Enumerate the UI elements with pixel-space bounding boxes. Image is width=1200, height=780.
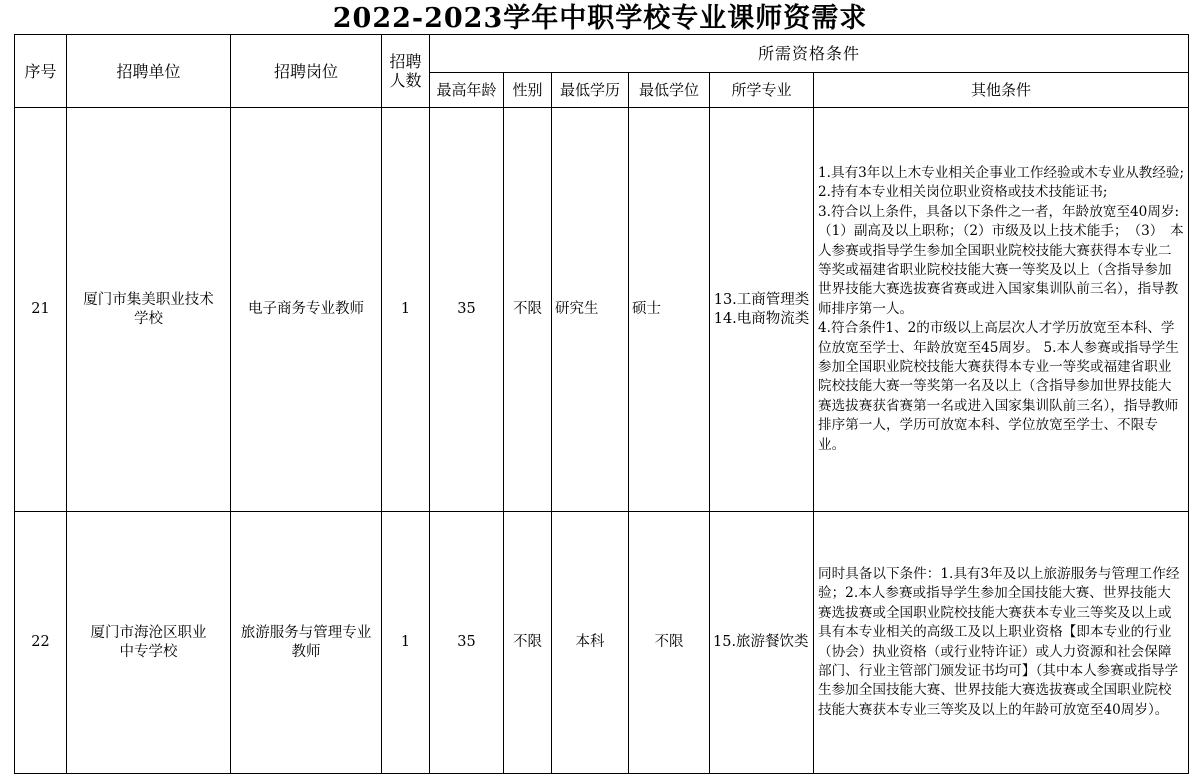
- recruitment-table: [14, 34, 1189, 774]
- header-unit: 招聘单位: [67, 35, 231, 108]
- condition-line: 1.具有3年以上木专业相关企事业工作经验或木专业从教经验;: [818, 164, 1185, 181]
- row-min-degree: 不限: [629, 512, 710, 774]
- row-gender: 不限: [504, 512, 552, 774]
- row-major: [710, 108, 814, 512]
- major-line: 15.旅游餐饮类: [713, 634, 809, 650]
- header-count-line1: 招聘: [389, 52, 422, 71]
- condition-line: 同时具备以下条件：1.具有3年及以上旅游服务与管理工作经验；2.本人参赛或指导学生参加全国技能大赛、世界技能大赛选拔赛或全国职业院校技能大赛获本专业三等奖及以上或具有本专业相关的高级工及以上职业资格【即本专业的行业（协会）执业资格（或行业特许证）或人力资源和社会保障部门、行业主管部门颁发证书均可】（其中本人参赛或指导学生参加全国技能大赛、世界技能大赛选拔赛或全国职业院校技能大赛获本专业三等奖及以上的年龄可放宽至40周岁）。: [818, 565, 1180, 718]
- major-line: 13.工商管理类: [713, 291, 810, 308]
- row-max-age: 35: [430, 108, 504, 512]
- table-row: [15, 108, 1189, 512]
- row-seq: 21: [15, 108, 67, 512]
- header-major: 所学专业: [710, 73, 814, 108]
- header-count-line2: 人数: [389, 71, 422, 90]
- row-unit: 厦门市集美职业技术学校: [67, 108, 231, 512]
- row-post: 旅游服务与管理专业教师: [231, 512, 382, 774]
- row-gender: 不限: [504, 108, 552, 512]
- row-min-edu: 研究生: [552, 108, 629, 512]
- row-min-degree: 硕士: [629, 108, 710, 512]
- condition-line: 3.符合以上条件，具备以下条件之一者，年龄放宽至40周岁:: [818, 203, 1180, 220]
- header-post: 招聘岗位: [231, 35, 382, 108]
- row-unit: 厦门市海沧区职业中专学校: [67, 512, 231, 774]
- header-count: [382, 35, 430, 108]
- row-other-conditions: [814, 108, 1189, 512]
- row-other-conditions: [814, 512, 1189, 774]
- header-min-edu: 最低学历: [552, 73, 629, 108]
- header-requirements: 所需资格条件: [430, 35, 1189, 73]
- header-max-age: 最高年龄: [430, 73, 504, 108]
- header-seq: 序号: [15, 35, 67, 108]
- row-seq: 22: [15, 512, 67, 774]
- row-post: 电子商务专业教师: [231, 108, 382, 512]
- page-title: 2022-2023学年中职学校专业课师资需求: [332, 3, 868, 34]
- condition-line: （1）副高及以上职称；（2）市级及以上技术能手； （3） 本人参赛或指导学生参加全国职业院校技能大赛获得本专业二等奖或福建省职业院校技能大赛一等奖及以上（含指导参加世界技能大赛选拔赛省赛或进入国家集训队前三名），指导教师排序第一人。: [818, 223, 1184, 317]
- condition-line: 2.持有本专业相关岗位职业资格或技术技能证书;: [818, 184, 1108, 201]
- table-row: [15, 512, 1189, 774]
- header-other: 其他条件: [814, 73, 1189, 108]
- header-gender: 性别: [504, 73, 552, 108]
- header-min-degree: 最低学位: [629, 73, 710, 108]
- row-min-edu: 本科: [552, 512, 629, 774]
- row-count: 1: [382, 108, 430, 512]
- row-max-age: 35: [430, 512, 504, 774]
- major-line: 14.电商物流类: [713, 310, 810, 327]
- condition-line: 4.符合条件1、2的市级以上高层次人才学历放宽至本科、学位放宽至学士、年龄放宽至45周岁。 5.本人参赛或指导学生参加全国职业院校技能大赛获得本专业一等奖或福建省职业院校技能大赛一等奖第一名及以上（含指导参加世界技能大赛选拔赛获省赛第一名或进入国家集训队前三名），指导教师排序第一人，学历可放宽本科、学位放宽至学士、不限专业。: [818, 320, 1179, 453]
- row-count: 1: [382, 512, 430, 774]
- row-major: [710, 512, 814, 774]
